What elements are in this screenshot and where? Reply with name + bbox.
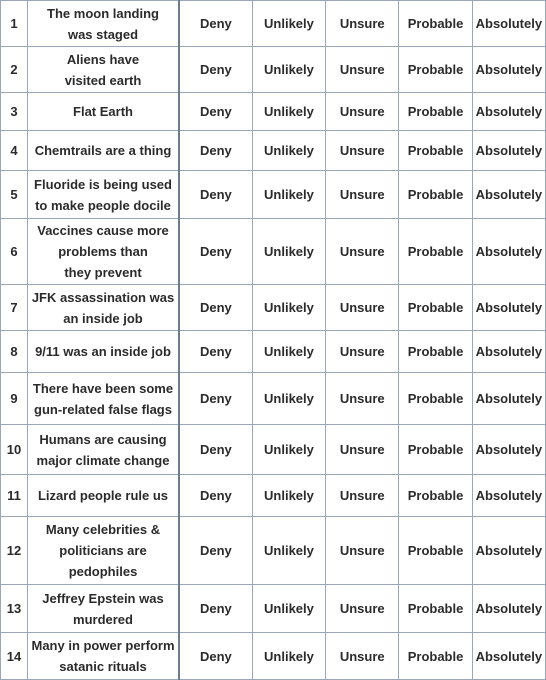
option-unsure: Unsure — [326, 171, 399, 219]
option-unlikely: Unlikely — [252, 475, 325, 517]
option-deny: Deny — [179, 331, 252, 373]
statement-line: The moon landing — [47, 5, 159, 21]
option-probable: Probable — [399, 47, 472, 93]
statement-line: politicians are — [59, 543, 147, 558]
survey-row — [1, 475, 546, 517]
statement-line: they prevent — [64, 265, 142, 280]
option-unlikely: Unlikely — [252, 1, 325, 47]
row-number: 4 — [1, 131, 28, 171]
option-unlikely: Unlikely — [252, 633, 325, 680]
survey-row — [1, 285, 546, 331]
option-unsure: Unsure — [326, 475, 399, 517]
option-unsure: Unsure — [326, 1, 399, 47]
option-unlikely: Unlikely — [252, 93, 325, 131]
option-probable: Probable — [399, 373, 472, 425]
statement-line: Fluoride is being used — [34, 176, 172, 192]
option-probable: Probable — [399, 93, 472, 131]
option-unsure: Unsure — [326, 47, 399, 93]
option-absolutely: Absolutely — [472, 285, 545, 331]
survey-row — [1, 171, 546, 219]
option-unlikely: Unlikely — [252, 131, 325, 171]
survey-row — [1, 585, 546, 633]
option-probable: Probable — [399, 331, 472, 373]
statement-line: Vaccines cause more — [37, 223, 169, 238]
option-absolutely: Absolutely — [472, 633, 545, 680]
option-absolutely: Absolutely — [472, 585, 545, 633]
row-number: 6 — [1, 219, 28, 285]
row-number: 5 — [1, 171, 28, 219]
row-number: 12 — [1, 517, 28, 585]
option-unsure: Unsure — [326, 219, 399, 285]
row-number: 11 — [1, 475, 28, 517]
option-unlikely: Unlikely — [252, 171, 325, 219]
option-unsure: Unsure — [326, 93, 399, 131]
survey-table-body — [1, 1, 546, 680]
survey-row — [1, 373, 546, 425]
option-unlikely: Unlikely — [252, 285, 325, 331]
row-number: 3 — [1, 93, 28, 131]
statement-cell — [28, 331, 180, 373]
option-absolutely: Absolutely — [472, 171, 545, 219]
option-probable: Probable — [399, 1, 472, 47]
statement-line: Chemtrails are a thing — [34, 143, 172, 158]
row-number: 7 — [1, 285, 28, 331]
statement-line: Jeffrey Epstein was — [42, 590, 164, 606]
option-unlikely: Unlikely — [252, 47, 325, 93]
statement-cell — [28, 585, 180, 633]
option-deny: Deny — [179, 373, 252, 425]
option-deny: Deny — [179, 219, 252, 285]
statement-cell — [28, 633, 180, 680]
statement-line: There have been some — [32, 380, 174, 396]
option-probable: Probable — [399, 285, 472, 331]
option-probable: Probable — [399, 425, 472, 475]
option-probable: Probable — [399, 475, 472, 517]
option-absolutely: Absolutely — [472, 373, 545, 425]
option-unlikely: Unlikely — [252, 331, 325, 373]
row-number: 13 — [1, 585, 28, 633]
option-absolutely: Absolutely — [472, 219, 545, 285]
statement-line: satanic rituals — [59, 659, 147, 674]
statement-line: major climate change — [36, 452, 170, 468]
statement-line: Many celebrities & — [45, 522, 161, 537]
option-probable: Probable — [399, 633, 472, 680]
survey-row — [1, 47, 546, 93]
option-deny: Deny — [179, 585, 252, 633]
option-absolutely: Absolutely — [472, 47, 545, 93]
option-unsure: Unsure — [326, 425, 399, 475]
option-deny: Deny — [179, 633, 252, 680]
option-absolutely: Absolutely — [472, 131, 545, 171]
row-number: 10 — [1, 425, 28, 475]
option-unsure: Unsure — [326, 285, 399, 331]
option-absolutely: Absolutely — [472, 475, 545, 517]
statement-line: was staged — [67, 26, 139, 42]
option-unsure: Unsure — [326, 517, 399, 585]
option-deny: Deny — [179, 285, 252, 331]
option-deny: Deny — [179, 475, 252, 517]
option-probable: Probable — [399, 131, 472, 171]
statement-line: Lizard people rule us — [37, 488, 169, 503]
option-deny: Deny — [179, 47, 252, 93]
row-number: 9 — [1, 373, 28, 425]
survey-row — [1, 425, 546, 475]
survey-row — [1, 331, 546, 373]
option-probable: Probable — [399, 585, 472, 633]
statement-line: visited earth — [64, 72, 142, 88]
option-unlikely: Unlikely — [252, 373, 325, 425]
statement-line: 9/11 was an inside job — [35, 344, 171, 359]
option-deny: Deny — [179, 131, 252, 171]
statement-cell — [28, 425, 180, 475]
option-unsure: Unsure — [326, 373, 399, 425]
option-probable: Probable — [399, 171, 472, 219]
statement-cell — [28, 47, 180, 93]
statement-line: JFK assassination was — [31, 289, 175, 305]
survey-row — [1, 517, 546, 585]
option-absolutely: Absolutely — [472, 93, 545, 131]
option-absolutely: Absolutely — [472, 331, 545, 373]
survey-row — [1, 219, 546, 285]
row-number: 2 — [1, 47, 28, 93]
statement-cell — [28, 171, 180, 219]
option-deny: Deny — [179, 171, 252, 219]
row-number: 1 — [1, 1, 28, 47]
option-unsure: Unsure — [326, 633, 399, 680]
option-unlikely: Unlikely — [252, 219, 325, 285]
option-absolutely: Absolutely — [472, 1, 545, 47]
statement-line: Flat Earth — [73, 104, 133, 119]
statement-line: pedophiles — [68, 564, 138, 579]
option-unlikely: Unlikely — [252, 517, 325, 585]
statement-line: problems than — [58, 244, 148, 259]
option-absolutely: Absolutely — [472, 517, 545, 585]
option-unlikely: Unlikely — [252, 585, 325, 633]
option-unsure: Unsure — [326, 331, 399, 373]
option-probable: Probable — [399, 517, 472, 585]
option-unlikely: Unlikely — [252, 425, 325, 475]
survey-row — [1, 93, 546, 131]
statement-line: gun-related false flags — [34, 401, 172, 417]
option-unsure: Unsure — [326, 585, 399, 633]
statement-line: to make people docile — [35, 197, 171, 213]
option-probable: Probable — [399, 219, 472, 285]
statement-cell — [28, 517, 180, 585]
statement-line: Many in power perform — [31, 638, 175, 653]
row-number: 14 — [1, 633, 28, 680]
statement-cell — [28, 373, 180, 425]
option-deny: Deny — [179, 1, 252, 47]
statement-line: an inside job — [63, 310, 143, 326]
option-deny: Deny — [179, 425, 252, 475]
statement-cell — [28, 475, 180, 517]
statement-cell — [28, 1, 180, 47]
statement-line: Humans are causing — [39, 431, 167, 447]
row-number: 8 — [1, 331, 28, 373]
option-deny: Deny — [179, 93, 252, 131]
option-deny: Deny — [179, 517, 252, 585]
survey-row — [1, 1, 546, 47]
survey-row — [1, 131, 546, 171]
option-absolutely: Absolutely — [472, 425, 545, 475]
survey-row — [1, 633, 546, 680]
statement-cell — [28, 285, 180, 331]
statement-cell — [28, 219, 180, 285]
statement-line: murdered — [73, 611, 133, 627]
statement-line: Aliens have — [66, 51, 140, 67]
statement-cell — [28, 93, 180, 131]
statement-cell — [28, 131, 180, 171]
option-unsure: Unsure — [326, 131, 399, 171]
